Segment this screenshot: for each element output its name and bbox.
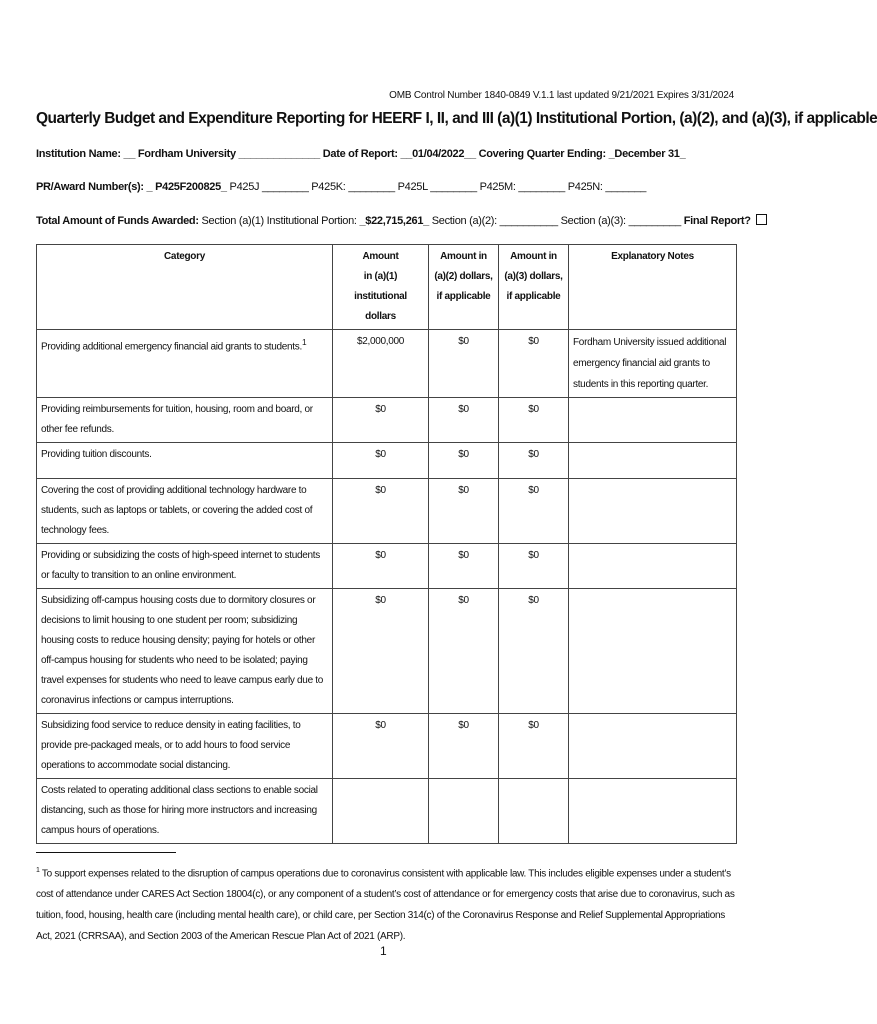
- category-cell: Providing or subsidizing the costs of high-speed internet to students or faculty to transition to an online environment.: [37, 544, 333, 589]
- notes-cell[interactable]: [569, 398, 737, 443]
- table-row: [37, 714, 737, 779]
- page-number: 1: [380, 944, 387, 958]
- a1-cell[interactable]: [333, 779, 429, 844]
- footnote-divider: [36, 852, 176, 853]
- table-header-row: [37, 245, 737, 330]
- category-cell: Providing reimbursements for tuition, housing, room and board, or other fee refunds.: [37, 398, 333, 443]
- table-row: [37, 779, 737, 844]
- institution-line: [36, 148, 685, 160]
- final-report-label: Final Report?: [683, 215, 751, 227]
- header-a1-line: Amount: [362, 251, 399, 262]
- a3-cell[interactable]: [499, 779, 569, 844]
- header-a1-line: dollars: [365, 311, 396, 322]
- a2-cell[interactable]: $0: [429, 479, 499, 544]
- header-notes: Explanatory Notes: [569, 245, 737, 330]
- total-a1-value: _$22,715,261_: [359, 215, 429, 227]
- footnote-marker: 1: [301, 337, 307, 347]
- award-other-numbers: P425J ________ P425K: ________ P425L ________ P425M: ________ P425N: _______: [229, 181, 647, 193]
- category-cell: [37, 330, 333, 398]
- a2-cell[interactable]: $0: [429, 398, 499, 443]
- category-cell: Providing tuition discounts.: [37, 443, 333, 479]
- table-row: [37, 479, 737, 544]
- total-a1-label: Section (a)(1) Institutional Portion:: [201, 215, 357, 227]
- total-a3: Section (a)(3): _________: [560, 215, 681, 227]
- table-row: [37, 398, 737, 443]
- omb-control-number: OMB Control Number 1840-0849 V.1.1 last updated 9/21/2021 Expires 3/31/2024: [389, 90, 734, 101]
- table-row: [37, 544, 737, 589]
- a1-cell[interactable]: $0: [333, 479, 429, 544]
- footnote-text: To support expenses related to the disruption of campus operations due to coronavirus consistent with applicable law. This includes eligible expenses under a student’s cost of attendance under CARES Act Section 18004(c), or any component of a student’s cost of attendance or for emergency costs that arise due to coronavirus, such as tuition, food, housing, health care (including mental health care), or child care, per Section 314(c) of the Coronavirus Response and Relief Supplemental Appropriations Act, 2021 (CRRSAA), and Section 2003 of the American Rescue Plan Act of 2021 (ARP).: [36, 868, 735, 943]
- table-row: [37, 330, 737, 398]
- category-text: Providing additional emergency financial aid grants to students.: [41, 341, 302, 353]
- header-a3-line: Amount in: [510, 251, 557, 262]
- header-a3: [499, 245, 569, 330]
- a1-cell[interactable]: $0: [333, 443, 429, 479]
- notes-cell[interactable]: [569, 589, 737, 714]
- total-label: Total Amount of Funds Awarded:: [36, 215, 199, 227]
- a1-cell[interactable]: $2,000,000: [333, 330, 429, 398]
- quarter-value: _December 31_: [608, 148, 686, 160]
- table-row: [37, 443, 737, 479]
- footnote-number: 1: [36, 867, 40, 874]
- a2-cell[interactable]: $0: [429, 589, 499, 714]
- header-a2-line: Amount in: [440, 251, 487, 262]
- a3-cell[interactable]: $0: [499, 330, 569, 398]
- header-a2-line: (a)(2) dollars,: [434, 271, 493, 282]
- a1-cell[interactable]: $0: [333, 589, 429, 714]
- institution-value: __ Fordham University ______________: [123, 148, 320, 160]
- a3-cell[interactable]: $0: [499, 589, 569, 714]
- total-a2: Section (a)(2): __________: [431, 215, 558, 227]
- notes-cell[interactable]: [569, 443, 737, 479]
- award-label: PR/Award Number(s):: [36, 181, 144, 193]
- notes-cell[interactable]: [569, 544, 737, 589]
- a2-cell[interactable]: $0: [429, 714, 499, 779]
- award-line: [36, 181, 646, 193]
- notes-cell[interactable]: [569, 479, 737, 544]
- a2-cell[interactable]: $0: [429, 443, 499, 479]
- date-label: Date of Report:: [322, 148, 398, 160]
- header-a1: [333, 245, 429, 330]
- a3-cell[interactable]: $0: [499, 479, 569, 544]
- a3-cell[interactable]: $0: [499, 714, 569, 779]
- final-report-checkbox[interactable]: [756, 214, 767, 225]
- category-cell: Subsidizing food service to reduce density in eating facilities, to provide pre-packaged meals, or to add hours to food service operations to accommodate social distancing.: [37, 714, 333, 779]
- a1-cell[interactable]: $0: [333, 398, 429, 443]
- header-a1-line: in (a)(1) institutional: [354, 271, 407, 302]
- a1-cell[interactable]: $0: [333, 714, 429, 779]
- header-a3-line: if applicable: [506, 291, 561, 302]
- a3-cell[interactable]: $0: [499, 544, 569, 589]
- header-a2-line: if applicable: [436, 291, 491, 302]
- footnote: [36, 860, 736, 947]
- award-value: _ P425F200825_: [146, 181, 227, 193]
- category-cell: Covering the cost of providing additional technology hardware to students, such as laptops or tablets, or covering the added cost of technology fees.: [37, 479, 333, 544]
- notes-cell[interactable]: [569, 779, 737, 844]
- total-funds-line: [36, 214, 767, 227]
- a2-cell[interactable]: $0: [429, 544, 499, 589]
- a2-cell[interactable]: [429, 779, 499, 844]
- a2-cell[interactable]: $0: [429, 330, 499, 398]
- institution-label: Institution Name:: [36, 148, 121, 160]
- header-a2: [429, 245, 499, 330]
- category-cell: Costs related to operating additional class sections to enable social distancing, such as those for hiring more instructors and increasing campus hours of operations.: [37, 779, 333, 844]
- notes-cell[interactable]: [569, 714, 737, 779]
- budget-table: [36, 244, 737, 844]
- a3-cell[interactable]: $0: [499, 398, 569, 443]
- a3-cell[interactable]: $0: [499, 443, 569, 479]
- notes-cell[interactable]: Fordham University issued additional emergency financial aid grants to students in this reporting quarter.: [569, 330, 737, 398]
- quarter-label: Covering Quarter Ending:: [478, 148, 606, 160]
- header-a3-line: (a)(3) dollars,: [504, 271, 563, 282]
- category-cell: Subsidizing off-campus housing costs due to dormitory closures or decisions to limit housing to one student per room; subsidizing housing costs to reduce housing density; paying for hotels or other off-campus housing for students who need to be isolated; paying travel expenses for students who need to leave campus early due to coronavirus infections or campus interruptions.: [37, 589, 333, 714]
- date-value: __01/04/2022__: [400, 148, 476, 160]
- page-title: Quarterly Budget and Expenditure Reporting for HEERF I, II, and III (a)(1) Institutional Portion, (a)(2), and (a)(3), if applicable: [36, 110, 877, 127]
- a1-cell[interactable]: $0: [333, 544, 429, 589]
- header-category: Category: [37, 245, 333, 330]
- table-row: [37, 589, 737, 714]
